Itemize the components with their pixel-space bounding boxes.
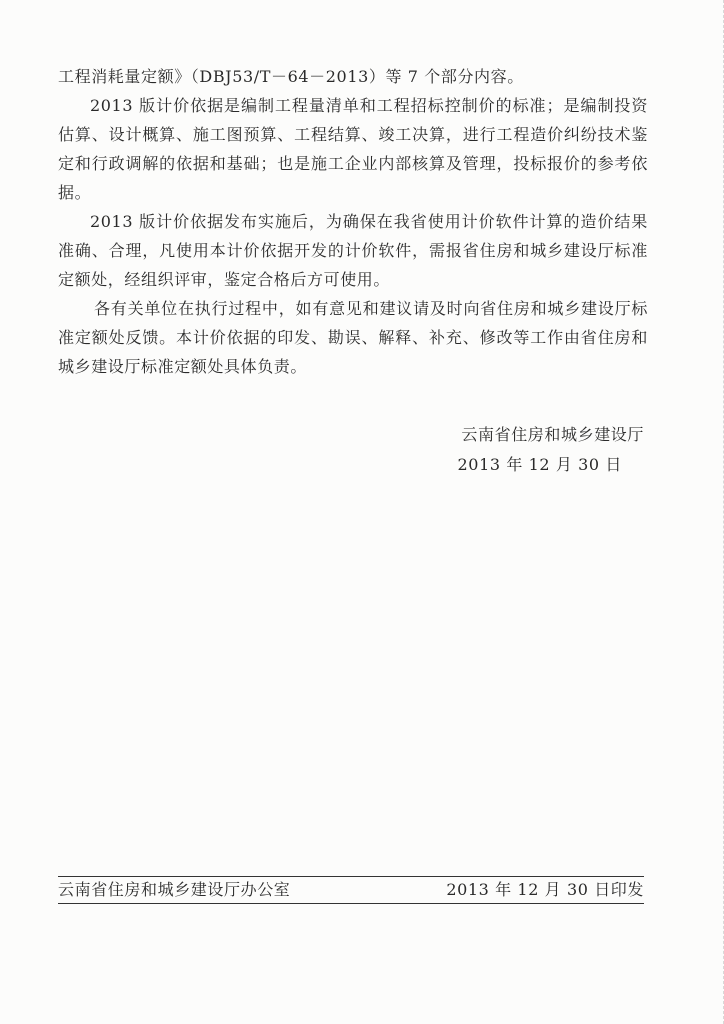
body-text (58, 62, 648, 381)
paragraph-feedback: 各有关单位在执行过程中，如有意见和建议请及时向省住房和城乡建设厅标准定额处反馈。本计价依据的印发、勘误、解释、补充、修改等工作由省住房和城乡建设厅标准定额处具体负责。 (58, 299, 648, 376)
footer-print-date: 2013 年 12 月 30 日印发 (446, 880, 644, 899)
page-edge (713, 0, 724, 1024)
paragraph-continuation: 工程消耗量定额》（DBJ53/T－64－2013）等 7 个部分内容。 (58, 67, 524, 86)
paragraph-standard: 2013 版计价依据是编制工程量清单和工程招标控制价的标准；是编制投资估算、设计概算、施工图预算、工程结算、竣工决算，进行工程造价纠纷技术鉴定和行政调解的依据和基础；也是施工企业内部核算及管理，投标报价的参考依据。 (58, 96, 648, 202)
signature-block (458, 420, 644, 480)
footer-rule-bottom (58, 903, 644, 904)
footer-office: 云南省住房和城乡建设厅办公室 (58, 880, 291, 899)
paragraph-software: 2013 版计价依据发布实施后，为确保在我省使用计价软件计算的造价结果准确、合理，凡使用本计价依据开发的计价软件，需报省住房和城乡建设厅标准定额处，经组织评审，鉴定合格后方可使用。 (58, 212, 648, 289)
footer-rule-top (58, 876, 644, 877)
signature-issuer: 云南省住房和城乡建设厅 (461, 425, 644, 444)
signature-date: 2013 年 12 月 30 日 (457, 455, 622, 474)
